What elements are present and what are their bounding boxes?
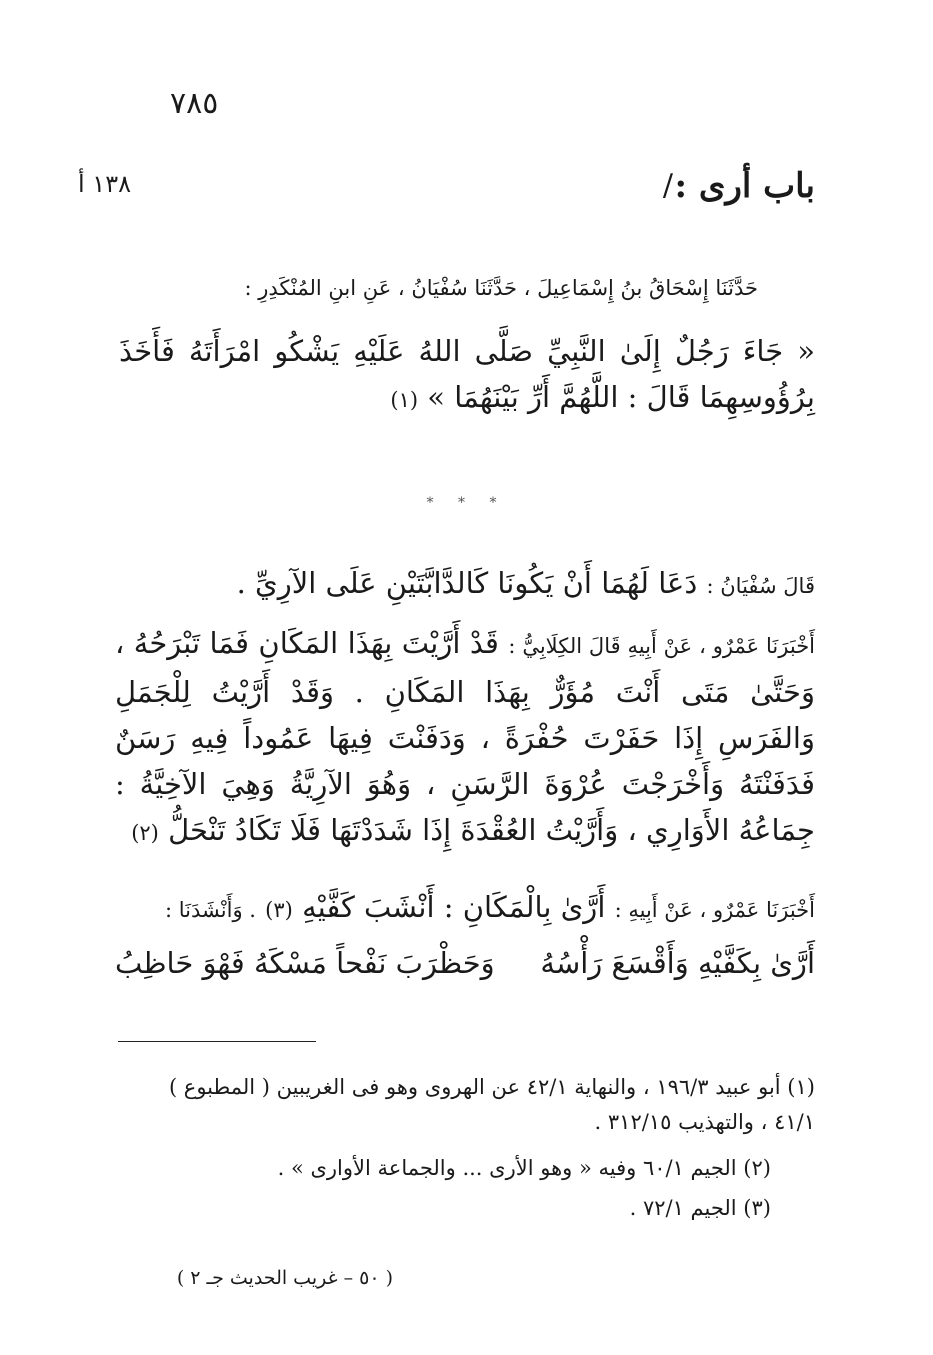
poem-intro-tail: . وَأَنْشَدَنَا : — [165, 898, 256, 922]
klabi-paragraph — [115, 620, 815, 856]
verse-hemistich-2: وَحَظْرَبَ نَفْحاً مَسْكَهُ فَهْوَ حَاظِبُ — [115, 946, 495, 980]
folio-marker: ١٣٨ أ — [78, 170, 131, 198]
section-divider: * * * — [426, 495, 507, 511]
poem-intro — [115, 884, 815, 933]
footnote-ref-2: (٢) — [131, 821, 159, 845]
footnote-2: (٢) الجيم ٦٠/١ وفيه « وهو الأرى ... والجماعة الأوارى » . — [277, 1156, 771, 1180]
chapter-title: باب أرى : — [674, 166, 815, 206]
poem-intro-text: أَرَّىٰ بِالْمَكَانِ : أَنْشَبَ كَفَّيْهِ — [302, 890, 606, 924]
footnote-1-line-2: ٤١/١ ، والتهذيب ٣١٢/١٥ . — [594, 1110, 815, 1134]
isnad-line: حَدَّثَنَا إِسْحَاقُ بنُ إِسْمَاعِيلَ ، حَدَّثَنَا سُفْيَانُ ، عَنِ ابنِ المُنْكَدِرِ : — [244, 276, 758, 300]
poem-intro-lead: أَخْبَرَنَا عَمْرٌو ، عَنْ أَبِيهِ : — [614, 898, 815, 922]
footnote-rule — [118, 1041, 316, 1042]
chapter-separator: / — [662, 168, 673, 203]
klabi-lead: أَخْبَرَنَا عَمْرٌو ، عَنْ أَبِيهِ قَالَ الكِلَابِيُّ : — [508, 634, 816, 658]
sufyan-lead: قَالَ سُفْيَانُ : — [706, 574, 815, 598]
hadith-quote: « جَاءَ رَجُلٌ إِلَىٰ النَّبِيِّ صَلَّى اللهُ عَلَيْهِ يَشْكُو امْرَأَتَهُ فَأَخَذَ بِرُؤُوسِهِمَا قَالَ : اللَّهُمَّ أَرِّ بَيْنَهُمَا » — [119, 334, 815, 414]
verse-line — [115, 946, 815, 980]
verse-hemistich-1: أَرَّىٰ بِكَفَّيْهِ وَأَقْسَعَ رَأْسُهُ — [540, 946, 815, 980]
footnote-ref-3: (٣) — [265, 898, 293, 922]
footnote-1-line-1: (١) أبو عبيد ١٩٦/٣ ، والنهاية ٤٢/١ عن الهروى وهو فى الغريبين ( المطبوع ) — [168, 1075, 815, 1099]
sufyan-commentary — [115, 560, 815, 609]
klabi-text: قَدْ أَرَّيْتَ بِهَذَا المَكَانِ فَمَا تَبْرَحُهُ ، وَحَتَّىٰ مَتَى أَنْتَ مُؤَرٌّ بِهَذَا المَكَانِ . وَقَدْ أَرَّيْتُ لِلْجَمَلِ وَالفَرَسِ إِذَا حَفَرْتَ حُفْرَةً ، وَدَفَنْتَ فِيهَا عَمُوداً فِيهِ رَسَنٌ فَدَفَنْتَهُ وَأَخْرَجْتَ عُرْوَةَ الرَّسَنِ ، وَهُوَ الآرِيَّةُ وَهِيَ الآخِيَّةُ : جِمَاعُهُ الأَوَارِي ، وَأَرَّيْتُ العُقْدَةَ إِذَا شَدَدْتَهَا فَلَا تَكَادُ تَنْحَلُّ — [115, 626, 815, 847]
signature-line: ( ٥٠ – غريب الحديث جـ ٢ ) — [176, 1267, 393, 1289]
hadith-text — [119, 328, 815, 423]
page-number: ٧٨٥ — [170, 86, 219, 121]
sufyan-text: دَعَا لَهُمَا أَنْ يَكُونَا كَالدَّابَّتَيْنِ عَلَى الآرِيِّ . — [236, 566, 698, 600]
footnote-ref-1: (١) — [390, 388, 419, 412]
footnote-3: (٣) الجيم ٧٢/١ . — [629, 1196, 771, 1220]
